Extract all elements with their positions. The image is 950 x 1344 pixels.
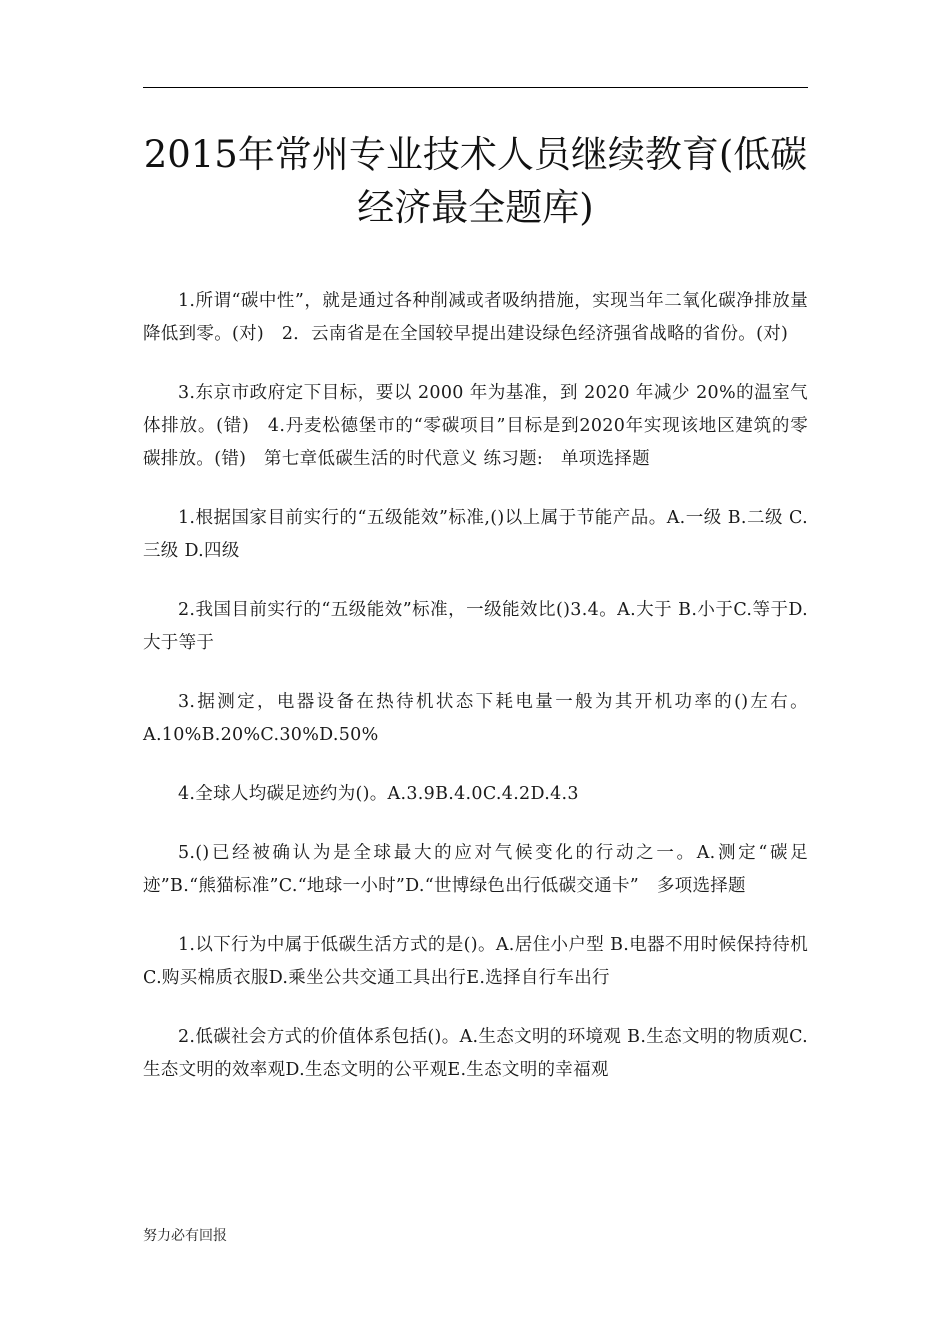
paragraph: 1.以下行为中属于低碳生活方式的是()。A.居住小户型 B.电器不用时候保持待机C.购买棉质衣服D.乘坐公共交通工具出行E.选择自行车出行: [143, 935, 808, 988]
paragraph: 3.东京市政府定下目标，要以 2000 年为基准，到 2020 年减少 20%的温室气体排放。(错) 4.丹麦松德堡市的“零碳项目”目标是到2020年实现该地区建筑的零碳排放。(错) 第七章低碳生活的时代意义 练习题: 单项选择题: [143, 383, 808, 469]
page-footer: 努力必有回报: [143, 1228, 227, 1244]
document-title: 2015年常州专业技术人员继续教育(低碳经济最全题库): [143, 133, 808, 229]
paragraph: 2.低碳社会方式的价值体系包括()。A.生态文明的环境观 B.生态文明的物质观C.生态文明的效率观D.生态文明的公平观E.生态文明的幸福观: [143, 1027, 808, 1080]
document-body: [143, 285, 808, 1113]
paragraph: 1.根据国家目前实行的“五级能效”标准,()以上属于节能产品。A.一级 B.二级 C.三级 D.四级: [143, 508, 808, 561]
paragraph: 5.()已经被确认为是全球最大的应对气候变化的行动之一。A.测定“碳足迹”B.“熊猫标准”C.“地球一小时”D.“世博绿色出行低碳交通卡” 多项选择题: [143, 843, 808, 896]
paragraph: 4.全球人均碳足迹约为()。A.3.9B.4.0C.4.2D.4.3: [178, 784, 579, 804]
paragraph: 3.据测定，电器设备在热待机状态下耗电量一般为其开机功率的()左右。A.10%B.20%C.30%D.50%: [143, 692, 808, 745]
paragraph: 2.我国目前实行的“五级能效”标准，一级能效比()3.4。A.大于 B.小于C.等于D.大于等于: [143, 600, 808, 653]
paragraph: 1.所谓“碳中性”，就是通过各种削减或者吸纳措施，实现当年二氧化碳净排放量降低到零。(对) 2．云南省是在全国较早提出建设绿色经济强省战略的省份。(对): [143, 291, 808, 344]
header-rule: [143, 87, 808, 88]
